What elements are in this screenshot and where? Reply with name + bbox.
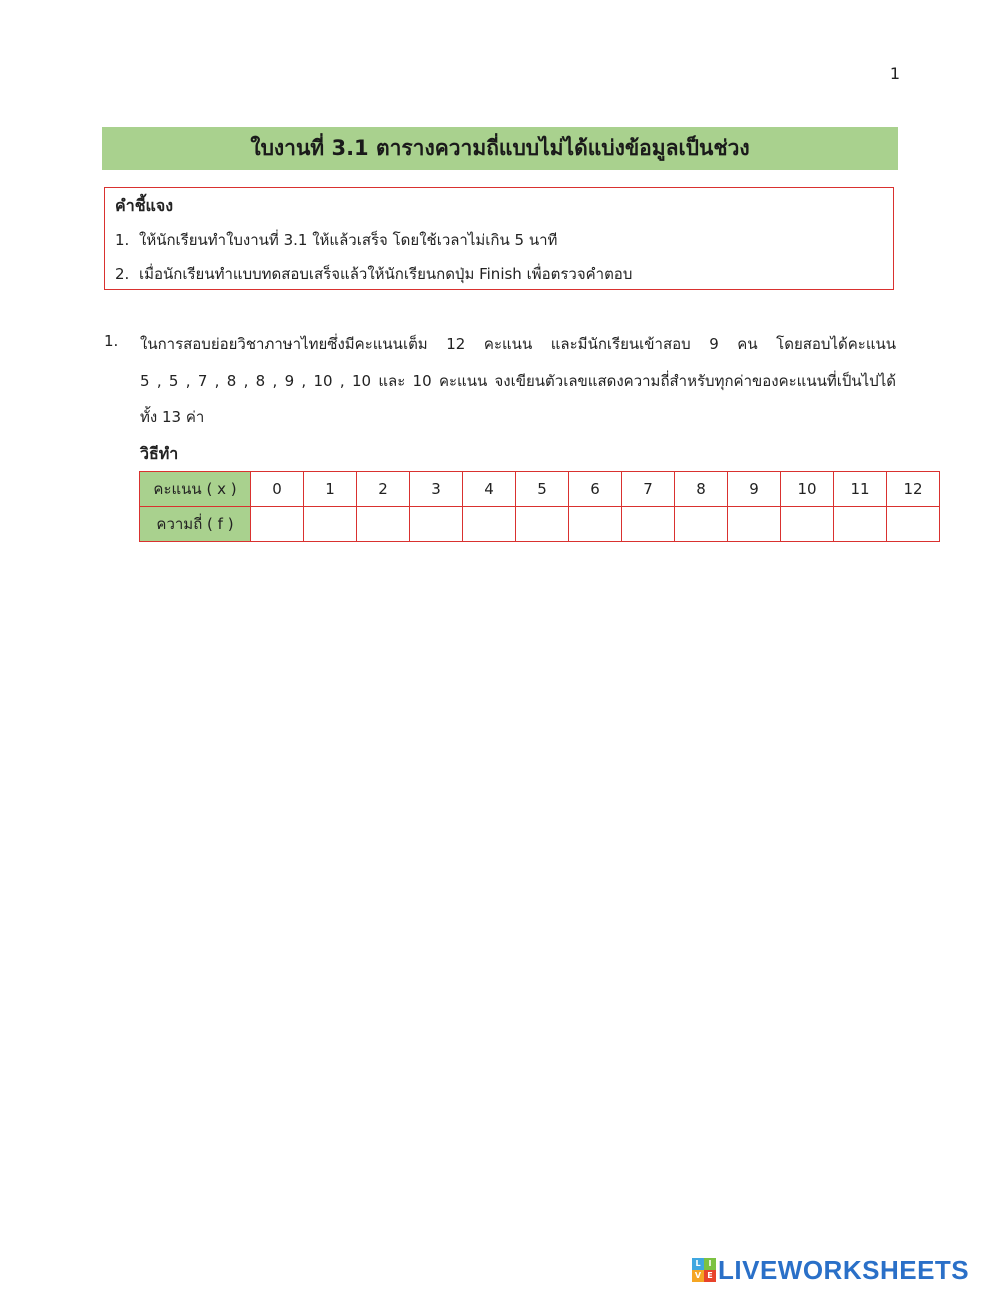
frequency-answer-input[interactable]: [622, 507, 675, 542]
frequency-answer-input[interactable]: [569, 507, 622, 542]
question-text-line: 5 , 5 , 7 , 8 , 8 , 9 , 10 , 10 และ 10 คะแนน จงเขียนตัวเลขแสดงความถี่สำหรับทุกค่าของคะแนนที่เป็นไปได้: [140, 372, 896, 390]
instruction-number: 1.: [115, 231, 130, 249]
frequency-answer-input[interactable]: [516, 507, 569, 542]
frequency-answer-input[interactable]: [675, 507, 728, 542]
question-text-line: ในการสอบย่อยวิชาภาษาไทยซึ่งมีคะแนนเต็ม 12 คะแนน และมีนักเรียนเข้าสอบ 9 คน โดยสอบได้คะแนน: [140, 335, 896, 353]
logo-letter: I: [704, 1258, 716, 1270]
frequency-answer-input[interactable]: [357, 507, 410, 542]
score-cell: 0: [251, 472, 304, 507]
frequency-table: [139, 471, 940, 542]
score-cell: 3: [410, 472, 463, 507]
score-cell: 1: [304, 472, 357, 507]
frequency-answer-input[interactable]: [834, 507, 887, 542]
logo-letter: V: [692, 1270, 704, 1282]
score-row: [140, 472, 940, 507]
logo-text: LIVEWORKSHEETS: [718, 1254, 970, 1285]
logo-mark-icon: [692, 1258, 716, 1282]
instruction-text: เมื่อนักเรียนทำแบบทดสอบเสร็จแล้วให้นักเรียนกดปุ่ม Finish เพื่อตรวจคำตอบ: [139, 265, 633, 283]
title-banner: [102, 127, 898, 170]
score-cell: 11: [834, 472, 887, 507]
score-cell: 7: [622, 472, 675, 507]
score-cell: 4: [463, 472, 516, 507]
score-cell: 2: [357, 472, 410, 507]
frequency-answer-input[interactable]: [251, 507, 304, 542]
score-cell: 10: [781, 472, 834, 507]
score-header: คะแนน ( x ): [140, 472, 251, 507]
question-text-line: ทั้ง 13 ค่า: [140, 408, 205, 426]
frequency-answer-input[interactable]: [781, 507, 834, 542]
frequency-answer-input[interactable]: [887, 507, 940, 542]
instruction-item: [115, 262, 632, 286]
liveworksheets-logo: [692, 1252, 969, 1288]
page-number: 1: [889, 64, 900, 83]
score-cell: 8: [675, 472, 728, 507]
question-number: 1.: [104, 332, 119, 350]
method-label: วิธีทำ: [140, 444, 179, 463]
worksheet-title: ใบงานที่ 3.1 ตารางความถี่แบบไม่ได้แบ่งข้อมูลเป็นช่วง: [250, 136, 750, 160]
score-cell: 6: [569, 472, 622, 507]
instructions-heading: คำชี้แจง: [115, 196, 174, 215]
score-cell: 9: [728, 472, 781, 507]
logo-letter: E: [704, 1270, 716, 1282]
score-cell: 12: [887, 472, 940, 507]
frequency-answer-input[interactable]: [728, 507, 781, 542]
instruction-item: [115, 228, 557, 252]
frequency-answer-input[interactable]: [410, 507, 463, 542]
instruction-number: 2.: [115, 265, 130, 283]
instructions-box: [104, 187, 894, 290]
frequency-answer-input[interactable]: [463, 507, 516, 542]
frequency-row: [140, 507, 940, 542]
frequency-header: ความถี่ ( f ): [140, 507, 251, 542]
instruction-text: ให้นักเรียนทำใบงานที่ 3.1 ให้แล้วเสร็จ โดยใช้เวลาไม่เกิน 5 นาที: [139, 231, 558, 249]
frequency-answer-input[interactable]: [304, 507, 357, 542]
logo-letter: L: [692, 1258, 704, 1270]
score-cell: 5: [516, 472, 569, 507]
